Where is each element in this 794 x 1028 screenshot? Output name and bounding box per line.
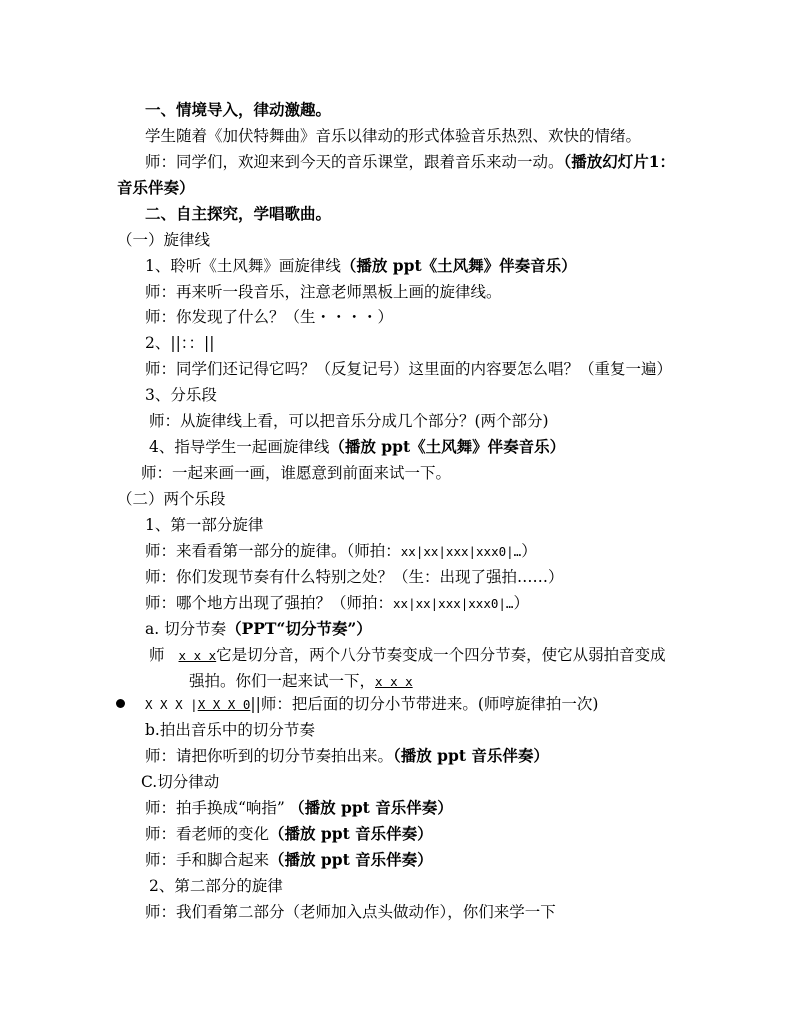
part-2-title [149,875,283,897]
measure-notation-2: X X X 0 [197,697,251,712]
paragraph-8-text: 师：来看看第一部分的旋律。（师拍： [145,542,401,560]
paragraph-14-cue: （播放 ppt 音乐伴奏） [269,824,433,843]
rhythm-notation-1: xx|xx|xxx|xxx0|… [400,544,522,559]
paragraph-9-text: 师：你们发现节奏有什么特别之处？（生：出现了强拍……） [145,568,564,586]
step-2-text: 2、||：：|| [145,334,215,352]
part-2-title-text: 2、第二部分的旋律 [149,877,283,895]
paragraph-13-cue: （播放 ppt 音乐伴奏） [296,798,453,817]
heading-1 [145,99,331,121]
subheading-2 [117,488,226,510]
paragraph-3-text: 师：再来听一段音乐，注意老师黑板上画的旋律线。 [145,283,502,301]
subheading-2-text: （二）两个乐段 [117,490,226,508]
part-1-title-text: 1、第一部分旋律 [145,516,264,534]
step-4-text: 4、指导学生一起画旋律线 [149,438,330,456]
item-b-text: b.拍出音乐中的切分节奏 [145,721,315,739]
paragraph-2-text: 师：同学们，欢迎来到今天的音乐课堂，跟着音乐来动一动。 [145,153,564,171]
measure-notation-1: X X X | [145,697,198,712]
bullet-line [145,693,598,716]
paragraph-11-speaker: 师 [149,646,165,664]
paragraph-13-text: 师：拍手换成“响指” [145,799,285,817]
paragraph-15-text: 师：手和脚合起来 [145,851,270,869]
paragraph-2-cont [117,177,195,199]
paragraph-12-text: 师：请把你听到的切分节奏拍出来。 [145,747,394,765]
paragraph-6-text: 师：从旋律线上看，可以把音乐分成几个部分？(两个部分) [149,412,549,430]
item-a [145,618,372,640]
paragraph-5-text: 师：同学们还记得它吗？（反复记号）这里面的内容要怎么唱？（重复一遍） [145,360,673,378]
step-3-text: 3、分乐段 [145,386,217,404]
paragraph-15 [145,849,433,871]
bullet-line-text: ||师：把后面的切分小节带进来。(师哼旋律拍一次) [250,695,599,713]
paragraph-1-text: 学生随着《加伏特舞曲》音乐以律动的形式体验音乐热烈、欢快的情绪。 [145,127,642,145]
paragraph-10-text: 师：哪个地方出现了强拍？（师拍： [145,594,394,612]
paragraph-12 [145,745,549,767]
paragraph-4 [145,306,393,328]
item-c [141,771,219,793]
paragraph-8 [145,540,537,563]
paragraph-13 [145,797,453,819]
heading-2-text: 二、自主探究，学唱歌曲。 [145,204,332,223]
paragraph-11 [149,644,666,667]
paragraph-11-text: 它是切分音，两个八分节奏变成一个四分节奏，使它从弱拍音变成 [216,646,666,664]
step-1 [145,255,577,277]
subheading-1-text: （一）旋律线 [117,231,211,249]
paragraph-11-cont [189,670,413,693]
paragraph-7 [141,462,451,484]
heading-1-text: 一、情境导入，律动激趣。 [145,100,332,119]
paragraph-14 [145,823,433,845]
paragraph-16-text: 师：我们看第二部分（老师加入点头做动作），你们来学一下 [145,903,556,921]
step-4-cue: （播放 ppt《土风舞》伴奏音乐） [329,437,566,456]
paragraph-5 [145,358,672,380]
part-1-title [145,514,263,536]
paragraph-2-cue-cont: 音乐伴奏） [117,178,195,197]
subheading-1 [117,229,210,251]
paragraph-8-close: ） [521,542,537,560]
step-3 [145,384,217,406]
step-1-text: 1、聆听《土风舞》画旋律线 [145,257,341,275]
paragraph-2-cue: （播放幻灯片1： [563,152,676,171]
paragraph-3 [145,281,502,303]
paragraph-14-text: 师：看老师的变化 [145,825,270,843]
paragraph-12-cue: （播放 ppt 音乐伴奏） [393,746,549,765]
paragraph-7-text: 师：一起来画一画，谁愿意到前面来试一下。 [141,464,452,482]
step-1-cue: （播放 ppt《土风舞》伴奏音乐） [340,256,577,275]
paragraph-11-cont-text: 强拍。你们一起来试一下， [189,672,376,690]
step-4 [149,436,565,458]
paragraph-6 [149,410,549,432]
paragraph-10 [145,592,529,615]
paragraph-16 [145,901,556,923]
syncopation-notation-1: x x x [178,648,217,663]
paragraph-10-close: ） [513,594,529,612]
paragraph-15-cue: （播放 ppt 音乐伴奏） [269,850,433,869]
item-b [145,719,315,741]
step-2 [145,332,215,354]
bullet-icon [116,699,125,708]
syncopation-notation-2: x x x [375,674,413,689]
paragraph-2 [145,151,675,173]
paragraph-9 [145,566,564,588]
paragraph-1 [145,125,641,147]
item-a-text: a. 切分节奏 [145,620,227,638]
rhythm-notation-2: xx|xx|xxx|xxx0|… [393,596,514,611]
item-a-cue: （PPT“切分节奏”） [226,619,372,638]
item-c-text: C.切分律动 [141,773,220,791]
paragraph-4-text: 师：你发现了什么？（生・・・・） [145,308,394,326]
heading-2 [145,203,331,225]
